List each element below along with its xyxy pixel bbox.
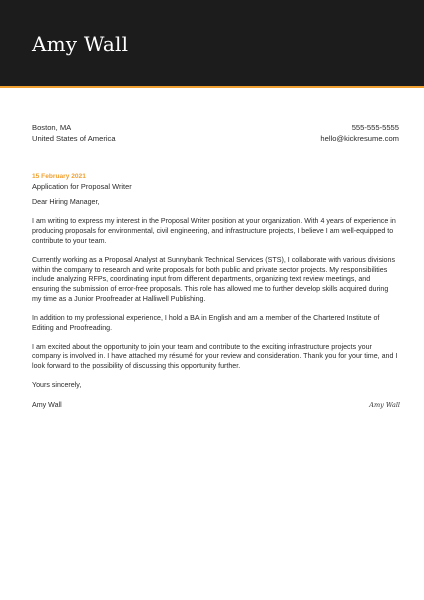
- header-banner: [0, 0, 424, 88]
- letter-sign-name: Amy Wall: [32, 400, 62, 409]
- letter-paragraph-1: I am writing to express my interest in the Proposal Writer position at your organization. With 4 years of experience in producing proposals for environmental, civil engineering, and infrastructure projects, I believe I am well-equipped to contribute to your team.: [32, 217, 396, 245]
- contact-location: [32, 122, 116, 144]
- letter-closing: Yours sincerely,: [32, 381, 82, 390]
- handwritten-signature: Amy Wall: [369, 401, 400, 409]
- contact-email: hello@kickresume.com: [320, 134, 399, 143]
- contact-phone: 555-555-5555: [351, 123, 399, 132]
- contact-country: United States of America: [32, 134, 116, 143]
- letter-paragraph-4: I am excited about the opportunity to join your team and contribute to the exciting infrastructure projects your company is involved in. I have attached my résumé for your review and consideration. Thank you for your time, and I look forward to the possibility of discussing this opportunity further.: [32, 342, 398, 371]
- contact-city: Boston, MA: [32, 123, 72, 132]
- letter-paragraph-3: In addition to my professional experience, I hold a BA in English and am a member of the Chartered Institute of Editing and Proofreading.: [32, 313, 380, 332]
- letter-date: 15 February 2021: [32, 173, 86, 180]
- letter-subject: Application for Proposal Writer: [32, 182, 132, 191]
- letter-body: [32, 198, 398, 420]
- letter-paragraph-2: Currently working as a Proposal Analyst at Sunnybank Technical Services (STS), I collaborate with various divisions within the company to research and write proposals for both public and private sector projects. My responsibilities include analyzing RFPs, coordinating input from different departments, organizing text review meetings, and ensuring the submission of error-free proposals. This role has allowed me to further develop skills acquired during my time as a Junior Proofreader at Halliwell Publishing.: [32, 255, 395, 303]
- contact-details: [320, 122, 399, 144]
- letter-greeting: Dear Hiring Manager,: [32, 198, 100, 206]
- applicant-name: Amy Wall: [32, 32, 129, 56]
